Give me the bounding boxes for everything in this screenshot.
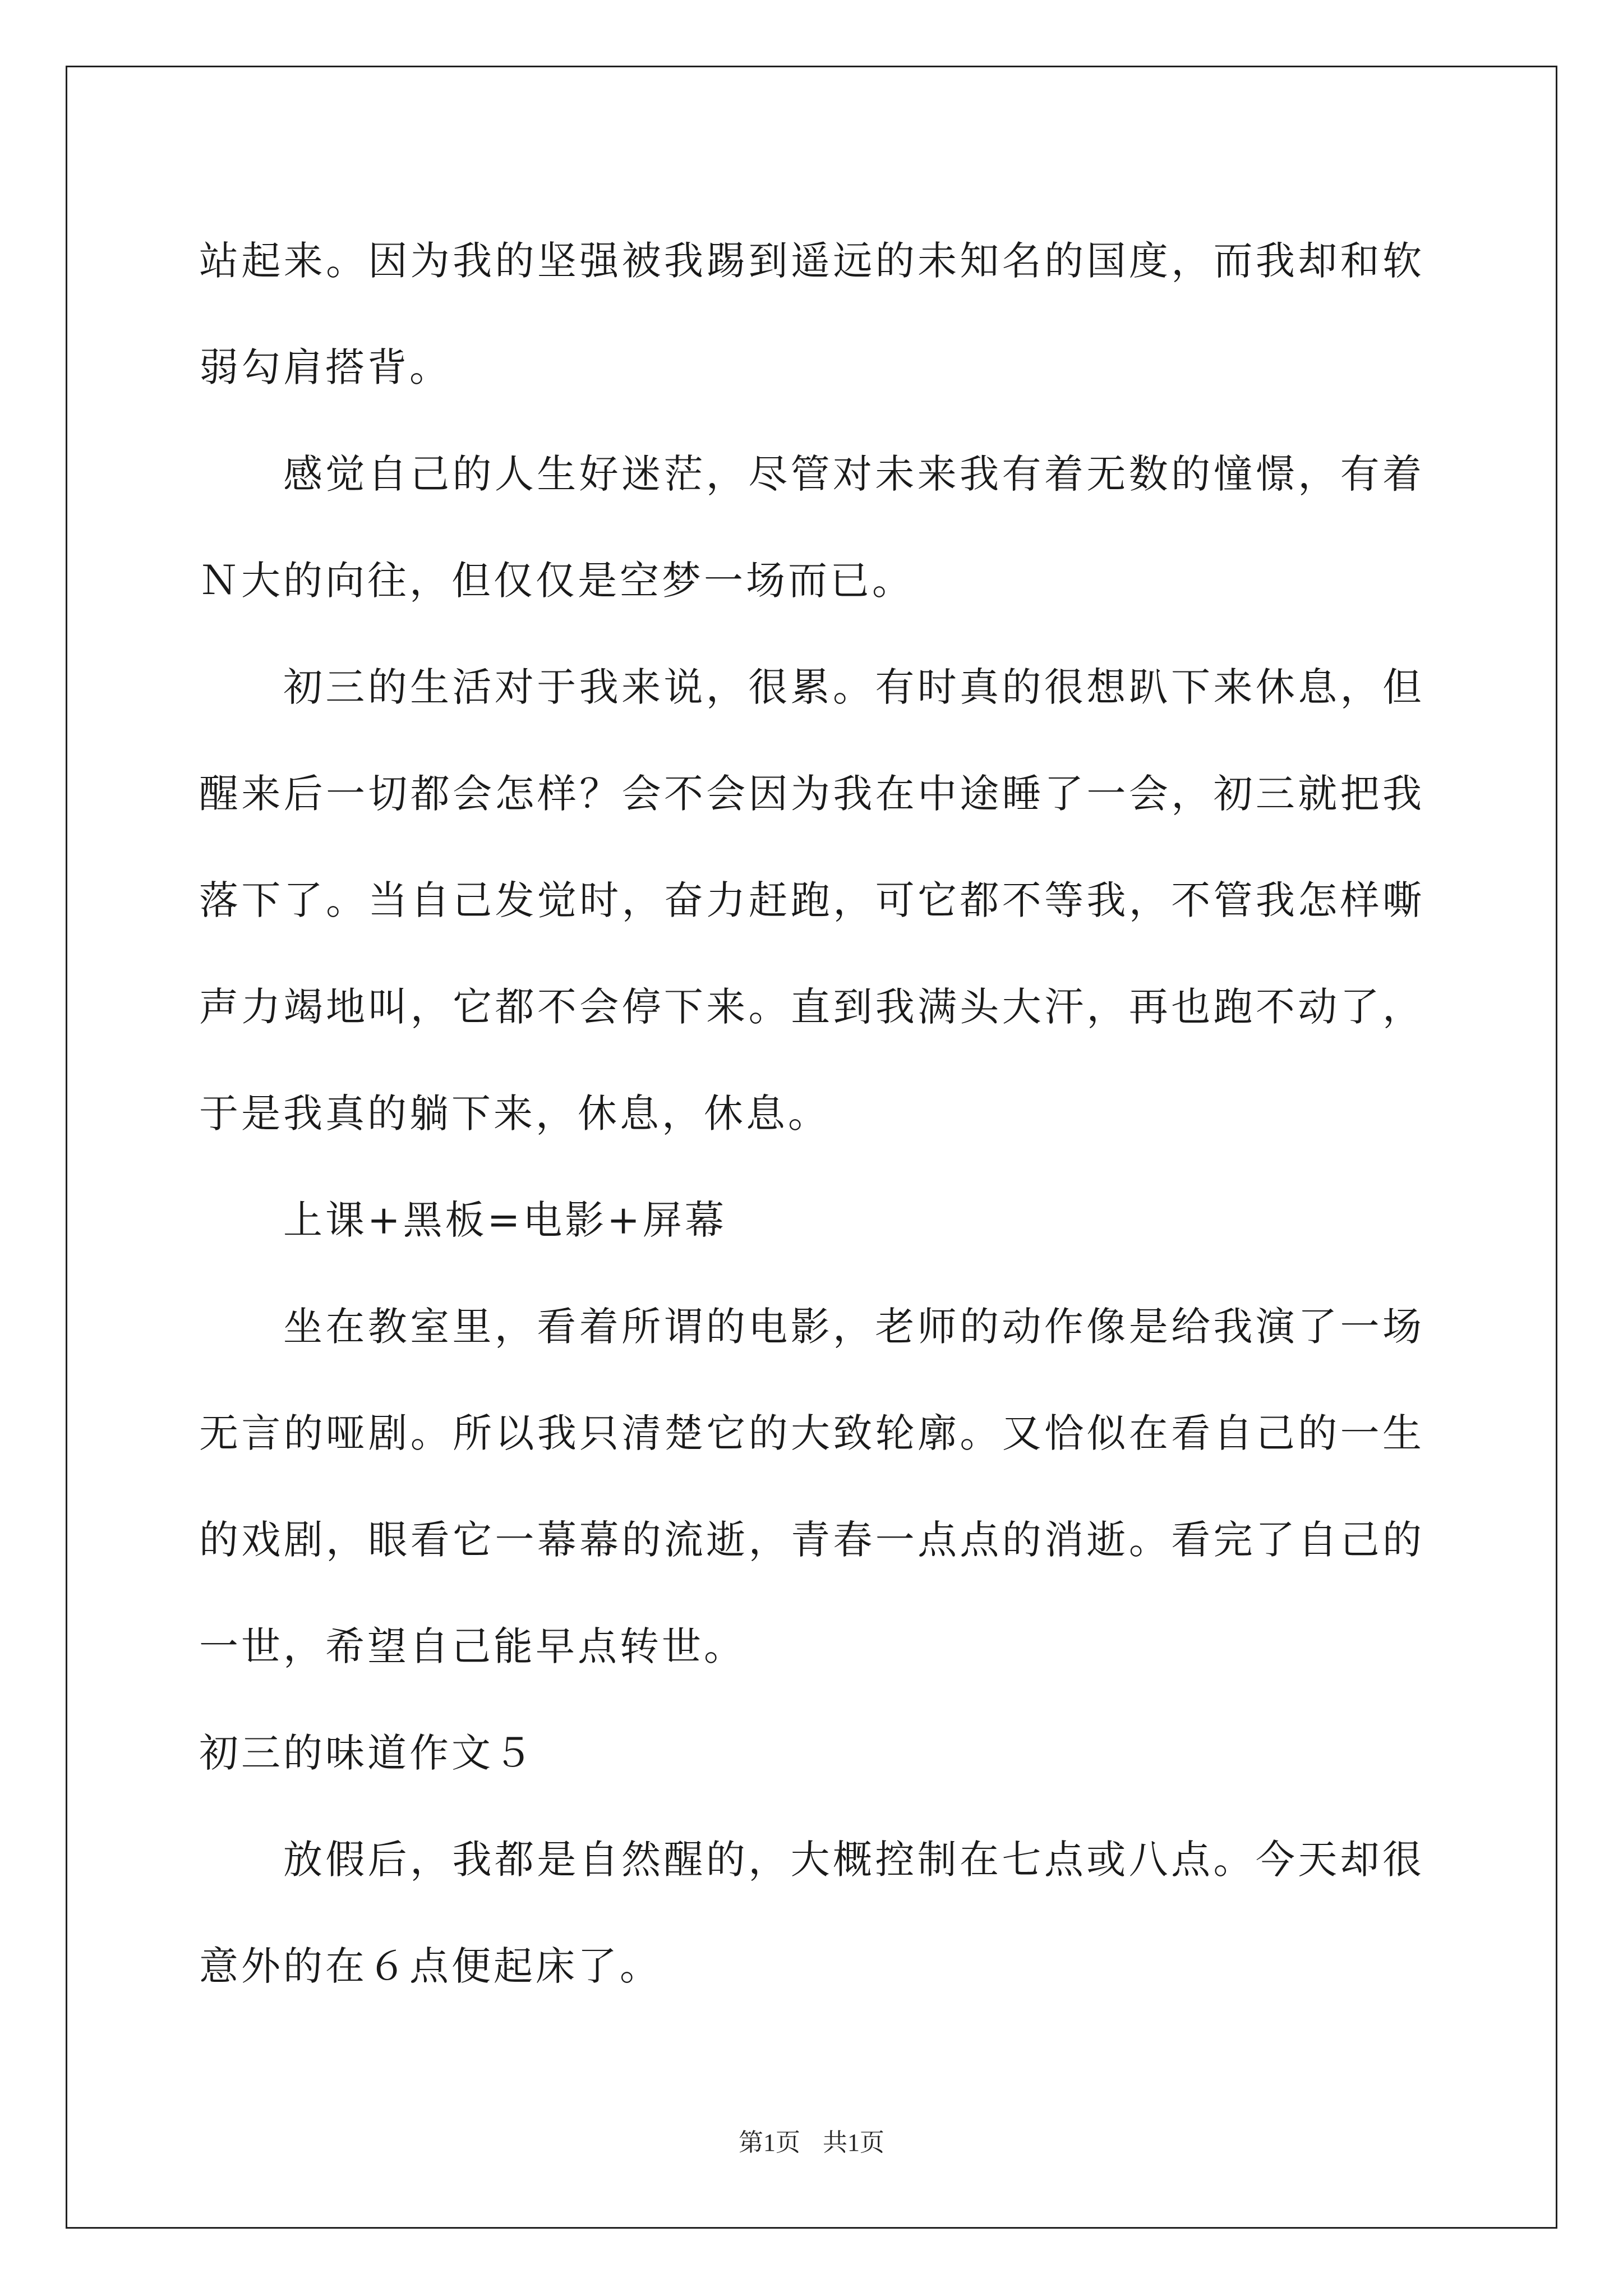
paragraph: 坐在教室里，看着所谓的电影，老师的动作像是给我演了一场无言的哑剧。所以我只清楚它的大致轮廓。又恰似在看自己的一生的戏剧，眼看它一幕幕的流逝，青春一点点的消逝。看完了自己的一世，希望自己能早点转世。 (199, 1304, 1424, 1669)
paragraph: 放假后，我都是自然醒的，大概控制在七点或八点。今天却很意外的在６点便起床了。 (199, 1837, 1424, 1989)
total-pages: 共1页 (823, 2129, 884, 2156)
section-heading: 初三的味道作文５ (199, 1730, 536, 1776)
page-footer (0, 2126, 1623, 2160)
paragraph: 站起来。因为我的坚强被我踢到遥远的未知名的国度，而我却和软弱勾肩搭背。 (199, 238, 1424, 390)
paragraph: 感觉自己的人生好迷茫，尽管对未来我有着无数的憧憬，有着Ｎ大的向往，但仅仅是空梦一场而已。 (199, 451, 1424, 604)
document-body (199, 208, 1424, 2019)
paragraph: 上课+黑板=电影+屏幕 (283, 1197, 727, 1243)
page-number: 第1页 (739, 2129, 800, 2156)
paragraph: 初三的生活对于我来说，很累。有时真的很想趴下来休息，但醒来后一切都会怎样？会不会因为我在中途睡了一会，初三就把我落下了。当自己发觉时，奋力赶跑，可它都不等我，不管我怎样嘶声力竭地叫，它都不会停下来。直到我满头大汗，再也跑不动了，于是我真的躺下来，休息，休息。 (199, 664, 1424, 1137)
